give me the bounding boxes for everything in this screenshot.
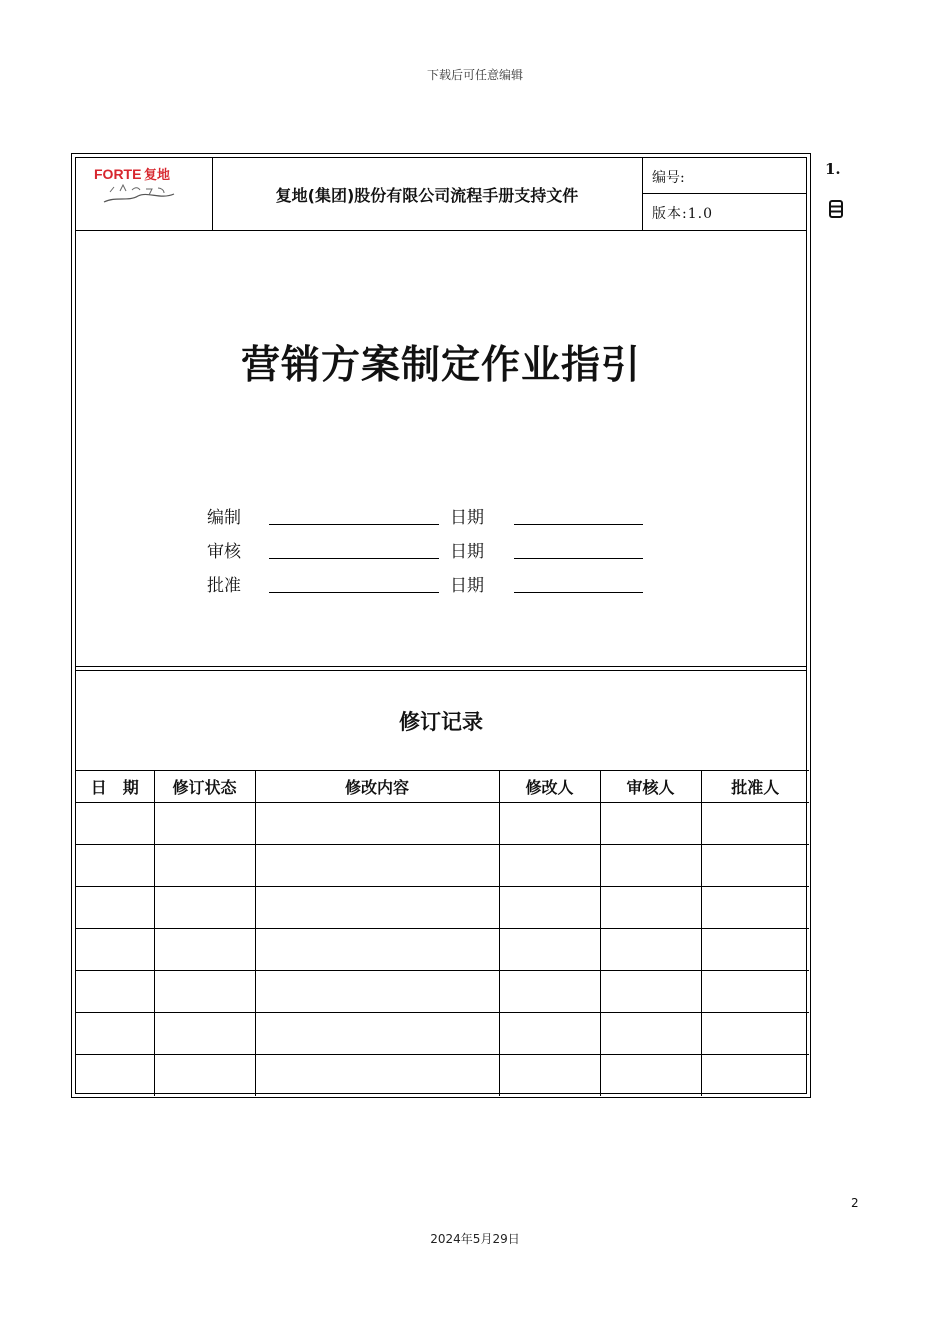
- document-frame: [71, 153, 811, 1098]
- table-cell[interactable]: [255, 803, 499, 845]
- document-inner-frame: [75, 157, 807, 1094]
- signature-line[interactable]: [269, 558, 439, 559]
- table-row: [76, 845, 809, 887]
- table-cell[interactable]: [600, 803, 701, 845]
- revision-table: [76, 770, 809, 1096]
- table-row: [76, 1055, 809, 1097]
- table-cell[interactable]: [154, 971, 255, 1013]
- table-cell[interactable]: [600, 887, 701, 929]
- table-cell[interactable]: [255, 929, 499, 971]
- table-cell[interactable]: [154, 845, 255, 887]
- table-cell[interactable]: [499, 971, 600, 1013]
- header-row: [76, 158, 806, 231]
- column-header-date: 日 期: [76, 771, 154, 803]
- company-logo: [76, 158, 213, 230]
- signoff-row-prepare: [207, 503, 667, 537]
- table-cell[interactable]: [76, 971, 154, 1013]
- table-cell[interactable]: [255, 845, 499, 887]
- table-cell[interactable]: [499, 845, 600, 887]
- version-text: 版本:1.0: [652, 206, 713, 222]
- section-number: 1.: [825, 160, 841, 178]
- table-cell[interactable]: [701, 887, 809, 929]
- signoff-label: 编制: [207, 508, 241, 528]
- column-header-reviewer: 审核人: [600, 771, 701, 803]
- table-cell[interactable]: [701, 1055, 809, 1097]
- table-row: [76, 803, 809, 845]
- table-row: [76, 971, 809, 1013]
- header-title: 复地(集团)股份有限公司流程手册支持文件: [212, 158, 643, 230]
- table-row: [76, 887, 809, 929]
- table-cell[interactable]: [701, 845, 809, 887]
- table-cell[interactable]: [255, 887, 499, 929]
- table-cell[interactable]: [600, 1013, 701, 1055]
- signature-line[interactable]: [269, 592, 439, 593]
- table-header-row: [76, 771, 809, 803]
- document-code: 编号:: [642, 158, 806, 194]
- table-cell[interactable]: [154, 1013, 255, 1055]
- table-cell[interactable]: [255, 971, 499, 1013]
- table-cell[interactable]: [600, 929, 701, 971]
- signoff-block: [207, 503, 667, 605]
- table-cell[interactable]: [154, 803, 255, 845]
- table-cell[interactable]: [76, 803, 154, 845]
- table-cell[interactable]: [76, 887, 154, 929]
- svg-text:复地: 复地: [144, 168, 171, 183]
- table-cell[interactable]: [154, 1055, 255, 1097]
- page-number: 2: [851, 1196, 859, 1210]
- table-cell[interactable]: [255, 1055, 499, 1097]
- table-cell[interactable]: [701, 1013, 809, 1055]
- document-title: 营销方案制定作业指引: [240, 342, 641, 388]
- table-cell[interactable]: [701, 929, 809, 971]
- table-cell[interactable]: [499, 1013, 600, 1055]
- signature-line[interactable]: [269, 524, 439, 525]
- date-line[interactable]: [514, 558, 643, 559]
- table-cell[interactable]: [499, 929, 600, 971]
- svg-text:FORTE: FORTE: [94, 166, 142, 182]
- date-line[interactable]: [514, 524, 643, 525]
- table-cell[interactable]: [600, 845, 701, 887]
- section-divider: [76, 666, 806, 671]
- forte-logo-icon: [76, 158, 212, 230]
- table-cell[interactable]: [499, 887, 600, 929]
- date-label: 日期: [450, 576, 484, 596]
- table-cell[interactable]: [600, 971, 701, 1013]
- table-cell[interactable]: [701, 971, 809, 1013]
- table-cell[interactable]: [76, 1013, 154, 1055]
- table-row: [76, 1013, 809, 1055]
- table-cell[interactable]: [499, 1055, 600, 1097]
- table-cell[interactable]: [76, 845, 154, 887]
- header-meta: [642, 158, 806, 230]
- column-header-content: 修改内容: [255, 771, 499, 803]
- column-header-status: 修订状态: [154, 771, 255, 803]
- footer-date: 2024年5月29日: [430, 1232, 520, 1246]
- table-cell[interactable]: [154, 929, 255, 971]
- date-label: 日期: [450, 542, 484, 562]
- table-cell[interactable]: [600, 1055, 701, 1097]
- date-label: 日期: [450, 508, 484, 528]
- table-cell[interactable]: [701, 803, 809, 845]
- table-cell[interactable]: [255, 1013, 499, 1055]
- document-version: [642, 194, 806, 230]
- signoff-row-review: [207, 537, 667, 571]
- revision-title: 修订记录: [399, 710, 483, 734]
- document-icon: [829, 200, 843, 218]
- top-note: 下载后可任意编辑: [426, 68, 523, 82]
- date-line[interactable]: [514, 592, 643, 593]
- column-header-editor: 修改人: [499, 771, 600, 803]
- table-cell[interactable]: [76, 929, 154, 971]
- signoff-label: 审核: [207, 542, 241, 562]
- table-cell[interactable]: [154, 887, 255, 929]
- signoff-label: 批准: [207, 576, 241, 596]
- signoff-row-approve: [207, 571, 667, 605]
- column-header-approver: 批准人: [701, 771, 809, 803]
- table-row: [76, 929, 809, 971]
- table-cell[interactable]: [499, 803, 600, 845]
- table-cell[interactable]: [76, 1055, 154, 1097]
